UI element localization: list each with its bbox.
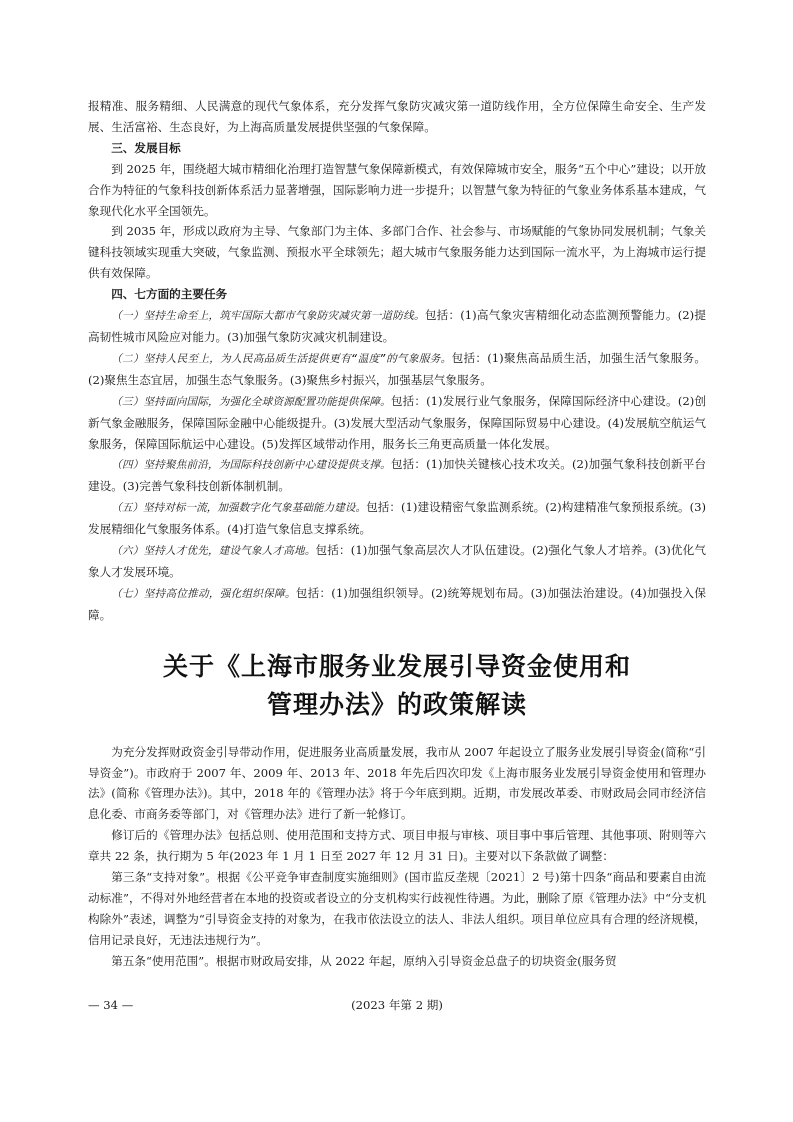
article-paragraph-4: 第五条“使用范围”。根据市财政局安排，从 2022 年起，原纳入引导资金总盘子的切块资金(服务贸 (111, 953, 617, 968)
article-paragraph-1: 为充分发挥财政资金引导带动作用，促进服务业高质量发展，我市从 2007 年起设立了服务业发展引导资金(简称“引导资金”)。市政府于 2007 年、2009 年、2013 年、2018 年先后四次印发《上海市服务业发展引导资金使用和管理办法》(简称《管理办法》)。其中，2018 年的《管理办法》将于今年底到期。近期，市发展改革委、市财政局会同市经济信息化委、市商务委等部门，对《管理办法》进行了新一轮修订。 (88, 744, 706, 822)
article-title (88, 648, 706, 724)
task-body: 包括：(1)聚焦高品质生活，加强生活气象服务。(2)聚焦生态宜居，加强生态气象服务。(3)聚焦乡村振兴，加强基层气象服务。 (88, 350, 706, 387)
task-item (88, 454, 706, 497)
task-item (88, 348, 706, 391)
article-paragraph-3: 第三条“支持对象”。根据《公平竞争审查制度实施细则》(国市监反垄规〔2021〕2 号)第十四条“商品和要素自由流动标准”，不得对外地经营者在本地的投资或者设立的分支机构实行歧视性待遇。为此，删除了原《管理办法》中“分支机构除外”表述，调整为“引导资金支持的对象为，在我市依法设立的法人、非法人组织。项目单位应具有合理的经济规模，信用记录良好，无违法违规行为”。 (88, 870, 706, 947)
task-item (88, 391, 706, 455)
issue-label: (2023 年第 2 期) (351, 998, 443, 1012)
task-lead: （六）坚持人才优先，建设气象人才高地。 (111, 545, 316, 558)
article-paragraph-2: 修订后的《管理办法》包括总则、使用范围和支持方式、项目申报与审核、项目事中事后管理、其他事项、附则等六章共 22 条，执行期为 5 年(2023 年 1 月 1 日至 2027 年 12 月 31 日)。主要对以下条款做了调整： (88, 828, 706, 864)
task-lead: （七）坚持高位推动，强化组织保障。 (111, 587, 296, 600)
article-title-line-2: 管理办法》的政策解读 (266, 689, 527, 719)
task-item (88, 497, 706, 540)
task-lead: （五）坚持对标一流，加强数字化气象基础能力建设。 (111, 502, 367, 515)
intro-continuation: 报精准、服务精细、人民满意的现代气象体系，充分发挥气象防灾减灾第一道防线作用，全方位保障生命安全、生产发展、生活富裕、生态良好，为上海高质量发展提供坚强的气象保障。 (88, 99, 706, 134)
section-heading-tasks: 四、七方面的主要任务 (111, 287, 228, 302)
task-lead: （四）坚持聚焦前沿，为国际科技创新中心建设提供支撑。 (111, 459, 391, 472)
task-body: 包括：(1)发展行业气象服务，保障国际经济中心建设。(2)创新气象金融服务，保障国际金融中心能级提升。(3)发展大型活动气象服务，保障国际贸易中心建设。(4)发展航空航运气象服务，保障国际航运中心建设。(5)发挥区域带动作用，服务长三角更高质量一体化发展。 (88, 393, 706, 451)
article-title-line-1: 关于《上海市服务业发展引导资金使用和 (162, 651, 631, 681)
task-body: 包括：(1)加强组织领导。(2)统筹规划布局。(3)加强法治建设。(4)加强投入保障。 (88, 585, 707, 622)
task-body: 包括：(1)加快关键核心技术攻关。(2)加强气象科技创新平台建设。(3)完善气象科技创新体制机制。 (88, 457, 706, 494)
page-content (88, 96, 706, 972)
task-item (88, 583, 706, 626)
goal-2035-paragraph: 到 2035 年，形成以政府为主导、气象部门为主体、多部门合作、社会参与、市场赋能的气象协同发展机制；气象关键科技领域实现重大突破，气象监测、预报水平全球领先；超大城市气象服务能力达到国际一流水平，为上海城市运行提供有效保障。 (88, 224, 706, 281)
task-item (88, 540, 706, 583)
task-lead: （三）坚持面向国际，为强化全球资源配置功能提供保障。 (111, 395, 391, 408)
task-item (88, 305, 706, 348)
task-body: 包括：(1)高气象灾害精细化动态监测预警能力。(2)提高韧性城市风险应对能力。(3)加强气象防灾减灾机制建设。 (88, 308, 706, 344)
page-footer (88, 994, 706, 1016)
task-lead: （二）坚持人民至上，为人民高品质生活提供更有“温度”的气象服务。 (111, 352, 452, 365)
task-body: 包括：(1)建设精密气象监测系统。(2)构建精准气象预报系统。(3)发展精细化气象服务体系。(4)打造气象信息支撑系统。 (88, 500, 706, 537)
task-body: 包括：(1)加强气象高层次人才队伍建设。(2)强化气象人才培养。(3)优化气象人才发展环境。 (88, 543, 706, 579)
section-heading-goals: 三、发展目标 (111, 140, 181, 155)
task-lead: （一）坚持生命至上，筑牢国际大都市气象防灾减灾第一道防线。 (111, 310, 425, 323)
goal-2025-paragraph: 到 2025 年，围绕超大城市精细化治理打造智慧气象保障新模式，有效保障城市安全，服务“五个中心”建设；以开放合作为特征的气象科技创新体系活力显著增强，国际影响力进一步提升；以智慧气象为特征的气象业务体系基本建成，气象现代化水平全国领先。 (88, 161, 706, 218)
page-number: — 34 — (88, 998, 134, 1012)
